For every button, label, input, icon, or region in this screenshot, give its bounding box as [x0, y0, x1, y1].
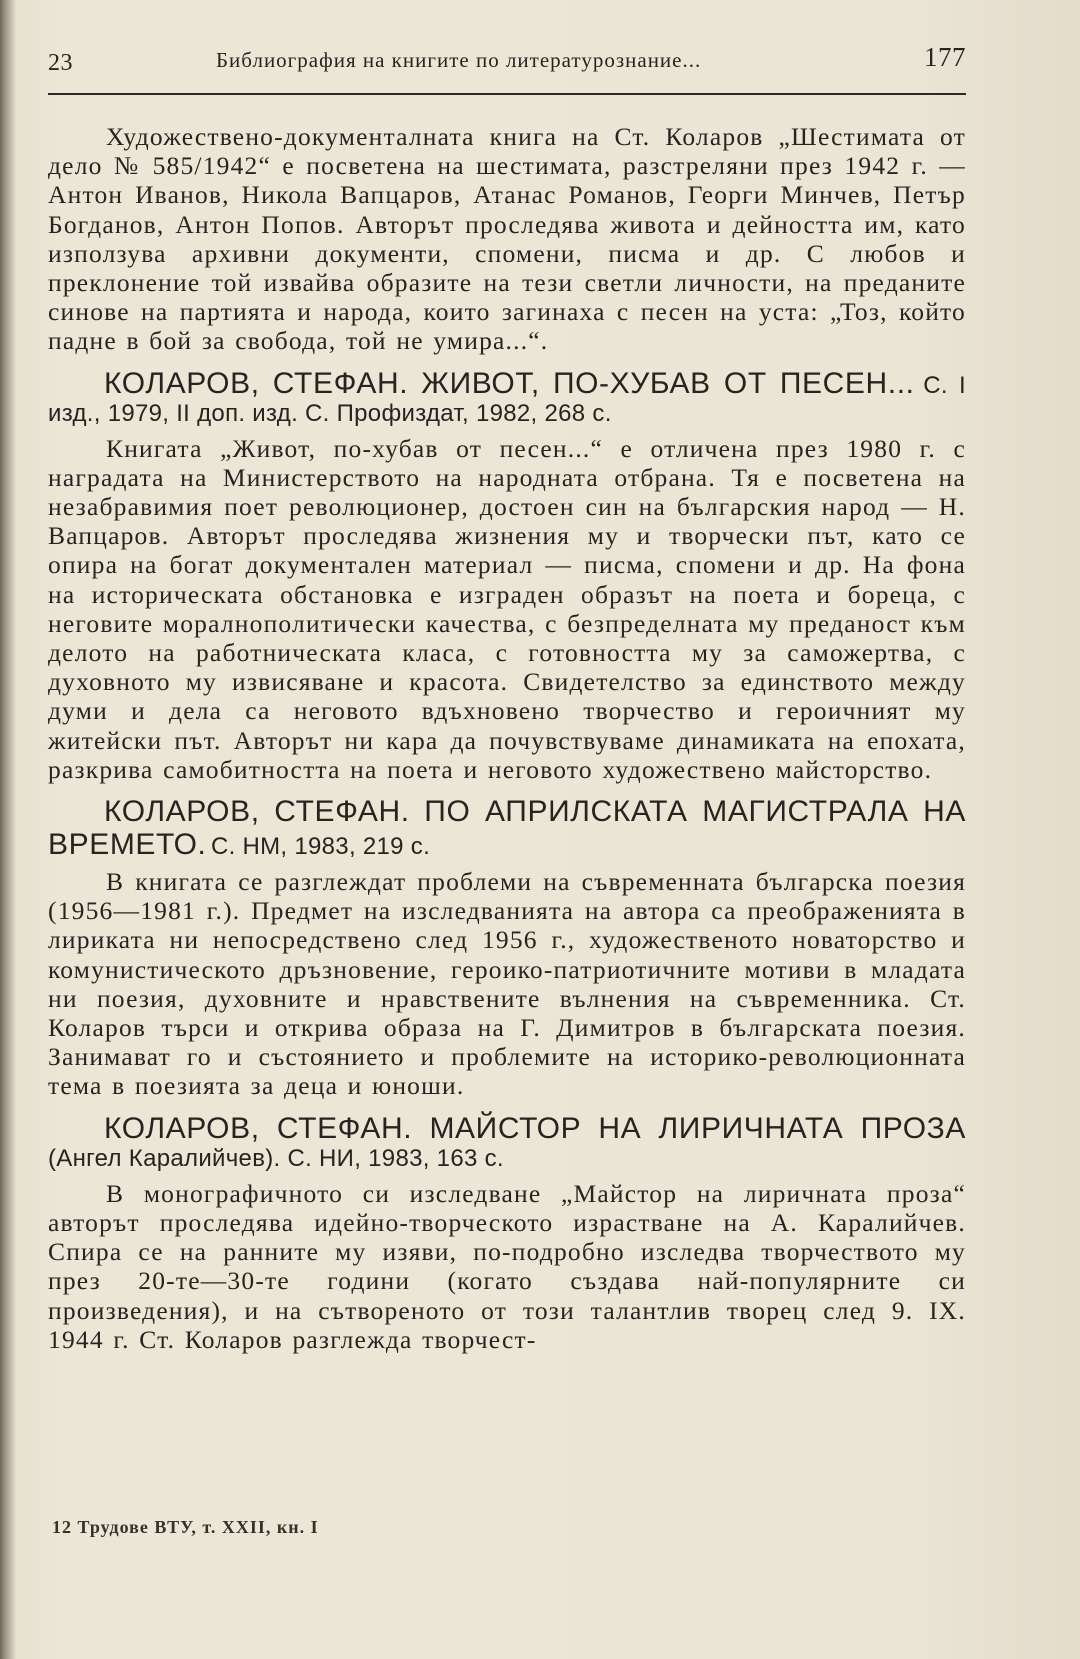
entry-publication: С. I изд., 1979, II доп. изд. С. Профиздат, 1982, 268 с.: [48, 371, 966, 427]
header-left-number: 23: [48, 50, 73, 76]
main-text: [48, 122, 966, 1365]
entry-title: КОЛАРОВ, СТЕФАН. ЖИВОТ, ПО-ХУБАВ ОТ ПЕСЕН...: [104, 366, 915, 400]
spine-shadow: [0, 0, 16, 1659]
bibliography-entry: [48, 1112, 966, 1173]
page-number: 177: [924, 42, 966, 72]
bibliography-entry: [48, 795, 966, 861]
entry-title: КОЛАРОВ, СТЕФАН. МАЙСТОР НА ЛИРИЧНАТА ПРОЗА: [104, 1111, 966, 1145]
entry-title: КОЛАРОВ, СТЕФАН. ПО АПРИЛСКАТА МАГИСТРАЛА НА ВРЕМЕТО.: [48, 795, 966, 862]
entry-publication: С. НМ, 1983, 219 с.: [210, 833, 431, 861]
annotation-paragraph: Книгата „Живот, по-хубав от песен...“ е отличена през 1980 г. с наградата на Министерството на народната отбрана. Тя е посветена на незабравимия поет революционер, достоен син на българския народ — Н. Вапцаров. Авторът проследява жизнения му и творчески път, като се опира на богат документален материал — писма, спомени и др. На фона на историческата обстановка е изграден образът на поета и бореца, с неговите моралнополитически качества, с безпределната му преданост към делото на работническата класа, с готовността му за саможертва, с духовното му извисяване и красота. Свидетелство за единството между думи и дела са неговото вдъхновено творчество и героичният му житейски път. Авторът ни кара да почувствуваме динамиката на епохата, разкрива самобитността на поета и неговото художествено майсторство.: [48, 433, 966, 784]
annotation-paragraph: В монографичното си изследване „Майстор на лиричната проза“ авторът проследява идейно-творческото израстване на А. Каралийчев. Спира се на ранните му изяви, по-подробно изследва творчеството му през 20-те—30-те години (когато създава най-популярните си произведения), и на сътвореното от този талантлив творец след 9. IX. 1944 г. Ст. Коларов разглежда творчест-: [48, 1178, 966, 1354]
header-rule: [48, 93, 966, 95]
annotation-paragraph: В книгата се разглеждат проблеми на съвременната българска поезия (1956—1981 г.). Предмет на изследванията на автора са преображенията в лириката ни непосредствено след 1956 г., художественото новаторство и комунистическото дръзновение, героико-патриотичните мотиви в младата ни поезия, духовните и нравствените вълнения на съвременника. Ст. Коларов търси и открива образа на Г. Димитров в българската поезия. Занимават го и състоянието и проблемите на историко-революционната тема в поезията за деца и юноши.: [48, 867, 966, 1101]
bibliography-entry: [48, 367, 966, 428]
running-header: [48, 38, 966, 78]
printer-signature: 12 Трудове ВТУ, т. XXII, кн. I: [52, 1517, 319, 1537]
entry-publication: (Ангел Каралийчев). С. НИ, 1983, 163 с.: [48, 1144, 504, 1172]
annotation-paragraph: Художествено-документалната книга на Ст. Коларов „Шестимата от дело № 585/1942“ е посветена на шестимата, разстреляни през 1942 г. — Антон Иванов, Никола Вапцаров, Атанас Романов, Георги Минчев, Петър Богданов, Антон Попов. Авторът проследява живота и дейността им, като използува архивни документи, спомени, писма и др. С любов и преклонение той извайва образите на тези светли личности, на преданите синове на партията и народа, които загинаха с песен на уста: „Тоз, който падне в бой за свобода, той не умира...“.: [48, 122, 966, 356]
header-title: Библиография на книгите по литературознание...: [216, 48, 702, 72]
